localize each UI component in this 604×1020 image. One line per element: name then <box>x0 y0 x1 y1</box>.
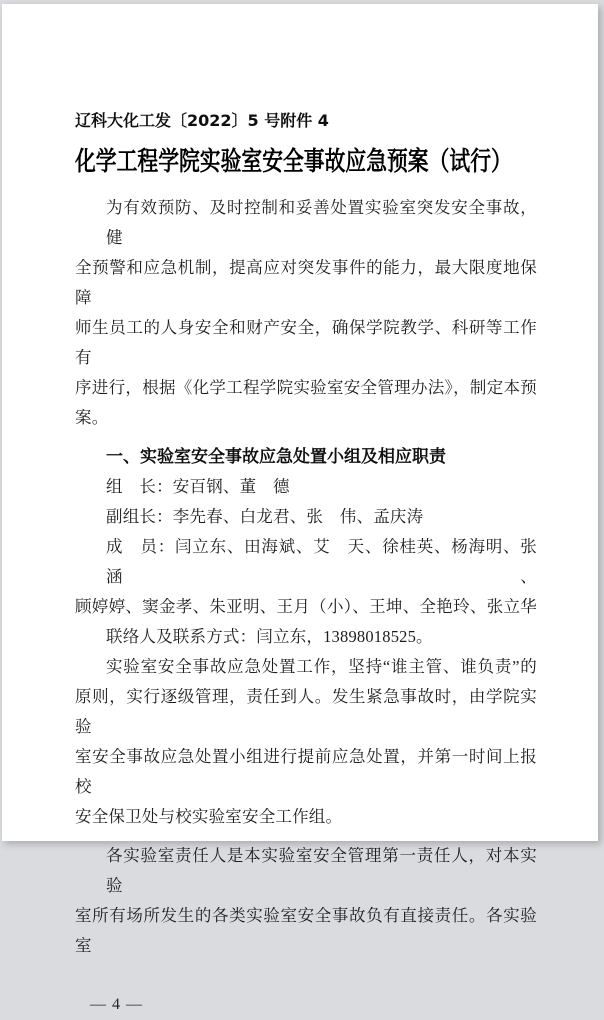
roster-leader-line: 组 长：安百钢、董 德 <box>106 477 290 496</box>
document-title: 化学工程学院实验室安全事故应急预案（试行） <box>75 147 512 176</box>
roster-deputy-leader-line: 副组长：李先春、白龙君、张 伟、孟庆涛 <box>106 507 424 526</box>
paragraph2-line-1: 实验室安全事故应急处置工作，坚持“谁主管、谁负责”的 <box>106 657 537 676</box>
paragraph2-line-2: 原则，实行逐级管理，责任到人。发生紧急事故时，由学院实验 <box>75 687 537 736</box>
doc-number-line: 辽科大化工发〔2022〕5 号附件 4 <box>75 111 329 130</box>
paragraph2-line-4: 安全保卫处与校实验室安全工作组。 <box>75 807 343 826</box>
paragraph3-line-1: 各实验室责任人是本实验室安全管理第一责任人，对本实验 <box>106 846 537 895</box>
paragraph1-line-2: 全预警和应急机制，提高应对突发事件的能力，最大限度地保障 <box>75 258 537 307</box>
page-number: — 4 — <box>90 996 143 1013</box>
document-content <box>2 4 598 1020</box>
paragraph1-line-5: 案。 <box>75 408 109 427</box>
roster-contact-line: 联络人及联系方式：闫立东，13898018525。 <box>106 627 433 646</box>
section1-heading: 一、实验室安全事故应急处置小组及相应职责 <box>106 447 446 467</box>
paragraph1-line-4: 序进行，根据《化学工程学院实验室安全管理办法》，制定本预 <box>75 378 537 397</box>
paragraph1-line-3: 师生员工的人身安全和财产安全，确保学院教学、科研等工作有 <box>75 318 537 367</box>
paragraph1-line-1: 为有效预防、及时控制和妥善处置实验室突发安全事故，健 <box>106 198 537 247</box>
roster-members-line-1: 成 员：闫立东、田海斌、艾 天、徐桂英、杨海明、张 涵、 <box>106 537 554 586</box>
paragraph2-line-3: 室安全事故应急处置小组进行提前应急处置，并第一时间上报校 <box>75 747 537 796</box>
roster-members-line-2: 顾婷婷、窦金孝、朱亚明、王月（小）、王坤、全艳玲、张立华 <box>75 597 537 616</box>
paragraph3-line-2: 室所有场所发生的各类实验室安全事故负有直接责任。各实验室 <box>75 906 537 955</box>
document-page <box>2 4 598 1013</box>
